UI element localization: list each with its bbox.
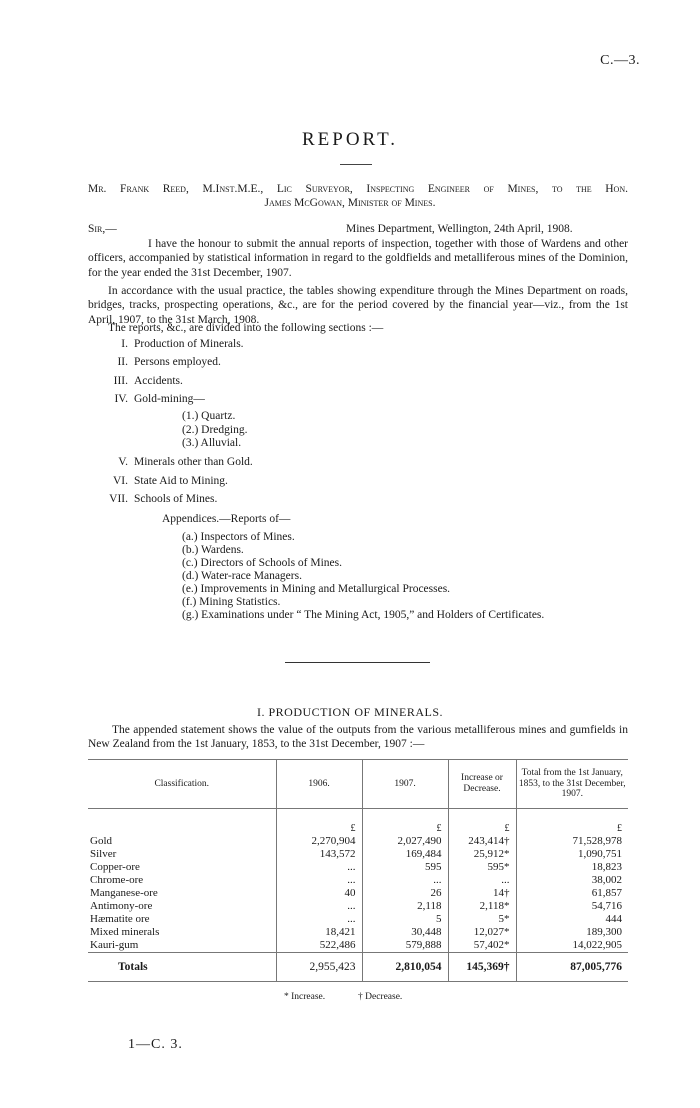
table-row [88,861,628,874]
cell-change: ... [448,874,516,887]
cell-1906: 2,270,904 [276,835,362,848]
production-table [88,759,628,982]
row-classification: Kauri-gum [90,939,139,951]
appendix-label: Directors of Schools of Mines. [200,557,343,569]
cell-total: 1,090,751 [516,848,628,861]
cell-change: 2,118* [448,900,516,913]
currency-symbol: £ [276,821,362,835]
row-classification: Copper-ore [90,861,140,873]
appendices-intro: Appendices.—Reports of— [162,513,291,525]
section-number: III. [113,375,128,387]
cell-1907: ... [362,874,448,887]
totals-row [88,953,628,982]
cell-total: 189,300 [516,926,628,939]
section-label: Accidents. [134,375,183,387]
cell-1906: ... [276,874,362,887]
section-item [96,392,205,406]
table-row [88,835,628,848]
table-row [88,913,628,926]
section-label: Schools of Mines. [134,493,218,505]
currency-symbol: £ [516,821,628,835]
totals-1906: 2,955,423 [276,953,362,982]
cell-change: 5* [448,913,516,926]
subsection-label: Dredging. [201,424,248,436]
header-total: Total from the 1st January, 1853, to the 31st December, 1907. [516,760,628,809]
currency-symbol: £ [362,821,448,835]
cell-1907: 169,484 [362,848,448,861]
header-classification: Classification. [154,778,210,789]
place-date: Mines Department, Wellington, 24th April, 1908. [346,223,573,235]
appendix-label: Examinations under “ The Mining Act, 1905,” and Holders of Certificates. [201,609,545,621]
cell-change: 14† [448,887,516,900]
row-classification: Silver [90,848,117,860]
cell-1907: 2,118 [362,900,448,913]
section-divider [285,662,430,663]
section-item [96,474,228,488]
cell-total: 54,716 [516,900,628,913]
cell-1906: 143,572 [276,848,362,861]
cell-change: 243,414† [448,835,516,848]
cell-total: 14,022,905 [516,939,628,953]
cell-1906: 522,486 [276,939,362,953]
cell-1906: ... [276,900,362,913]
subsection-number: (3.) [182,437,199,449]
cell-1907: 5 [362,913,448,926]
cell-change: 595* [448,861,516,874]
appendix-letter: (c.) [182,557,198,569]
title-divider [340,164,372,165]
appendix-label: Improvements in Mining and Metallurgical Processes. [200,583,451,595]
sections-intro: The reports, &c., are divided into the following sections :— [108,322,384,334]
totals-change: 145,369† [448,953,516,982]
row-classification: Gold [90,835,112,847]
section-item [96,492,217,506]
currency-row [88,821,628,835]
subsection-number: (1.) [182,410,199,422]
header-change: Increase or Decrease. [448,760,516,809]
section-number: I. [121,338,128,350]
page-footer: 1—C. 3. [128,1037,183,1052]
row-classification: Mixed minerals [90,926,160,938]
section-item [96,337,244,351]
address-line-2: James McGowan, Minister of Mines. [264,197,436,209]
subsection-label: Quartz. [201,410,236,422]
section-item [96,455,253,469]
cell-total: 38,002 [516,874,628,887]
cell-total: 444 [516,913,628,926]
section-heading: I. PRODUCTION OF MINERALS. [256,705,443,719]
section-label: Gold-mining— [134,393,205,405]
header-1906: 1906. [276,760,362,809]
cell-1907: 579,888 [362,939,448,953]
appendix-label: Mining Statistics. [199,596,281,608]
gold-subsection [182,436,241,450]
totals-label: Totals [118,960,148,973]
table-row [88,887,628,900]
section-label: Production of Minerals. [134,338,244,350]
section-item [96,355,221,369]
cell-1906: ... [276,861,362,874]
cell-change: 57,402* [448,939,516,953]
table-row [88,939,628,953]
appendix-letter: (b.) [182,544,199,556]
row-classification: Antimony-ore [90,900,153,912]
row-classification: Chrome-ore [90,874,144,886]
appendix-letter: (a.) [182,531,198,543]
section-label: Minerals other than Gold. [134,456,253,468]
appendix-label: Inspectors of Mines. [200,531,295,543]
salutation: Sir,— [88,223,117,235]
cell-1906: 18,421 [276,926,362,939]
page-reference: C.—3. [600,53,640,68]
subsection-number: (2.) [182,424,199,436]
footnote-increase: * Increase. [284,992,326,1002]
report-title: REPORT. [301,129,399,150]
table-row [88,900,628,913]
footnote-decrease: † Decrease. [358,992,403,1002]
cell-change: 25,912* [448,848,516,861]
address-line-1: Mr. Frank Reed, M.Inst.M.E., Lic Surveyor, Inspecting Engineer of Mines, to the Hon. [88,183,628,195]
appendix-label: Wardens. [200,544,244,556]
section-number: VI. [112,475,128,487]
totals-total: 87,005,776 [516,953,628,982]
section-number: IV. [114,393,128,405]
cell-total: 61,857 [516,887,628,900]
section-label: State Aid to Mining. [134,475,228,487]
cell-1907: 2,027,490 [362,835,448,848]
cell-change: 12,027* [448,926,516,939]
cell-total: 71,528,978 [516,835,628,848]
table-row [88,926,628,939]
section-number: II. [117,356,128,368]
header-1907: 1907. [362,760,448,809]
row-classification: Hæmatite ore [90,913,150,925]
row-classification: Manganese-ore [90,887,158,899]
totals-1907: 2,810,054 [362,953,448,982]
appendix-letter: (f.) [182,596,197,608]
cell-1907: 595 [362,861,448,874]
cell-1907: 30,448 [362,926,448,939]
section-number: V. [118,456,128,468]
table-row [88,848,628,861]
cell-1906: ... [276,913,362,926]
intro-paragraph: I have the honour to submit the annual reports of inspection, together with those of Wardens and other officers, accompanied by statistical information in regard to the goldfields and metalliferous mines of the Dominion, for the year ended the 31st December, 1907. [88,238,628,279]
cell-1906: 40 [276,887,362,900]
table-header-row [88,760,628,809]
appendix-letter: (e.) [182,583,198,595]
subsection-label: Alluvial. [200,437,242,449]
practice-paragraph: In accordance with the usual practice, the tables showing expenditure through the Mines Department on roads, bridges, tracks, prospecting operations, &c., are for the period covered by the financial year—viz., from the 1st April, 1907, to the 31st March, 1908. [88,285,628,326]
appendix-item [182,608,544,622]
table-row [88,874,628,887]
cell-total: 18,823 [516,861,628,874]
gold-subsection [182,409,235,423]
appendix-letter: (d.) [182,570,199,582]
section-item [96,374,183,388]
section-label: Persons employed. [134,356,221,368]
cell-1907: 26 [362,887,448,900]
statement-paragraph: The appended statement shows the value of the outputs from the various metalliferous mines and gumfields in New Zealand from the 1st January, 1853, to the 31st December, 1907 :— [88,724,628,751]
section-number: VII. [109,493,128,505]
currency-symbol: £ [448,821,516,835]
appendix-label: Water-race Managers. [200,570,302,582]
appendix-letter: (g.) [182,609,199,621]
